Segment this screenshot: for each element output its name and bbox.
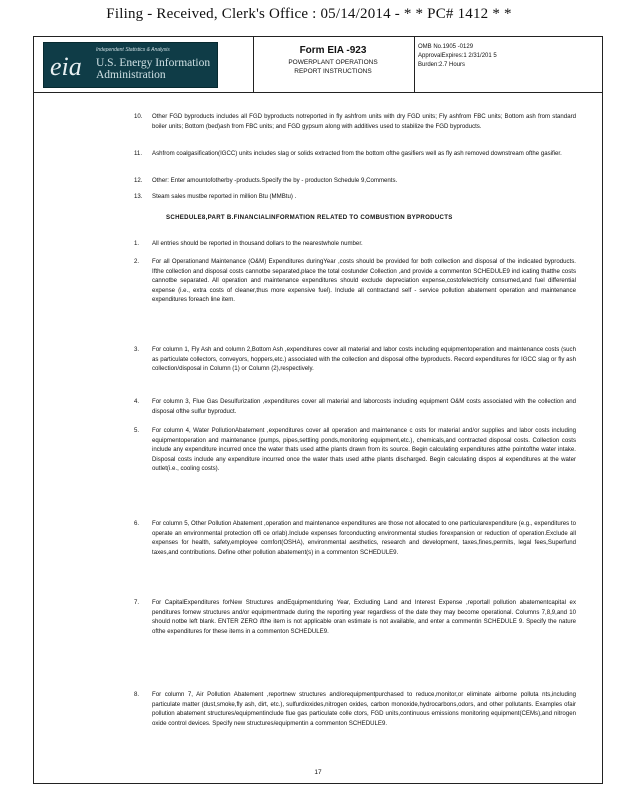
list-item: [134, 149, 576, 159]
schedule-heading: SCHEDULE8,PART B.FINANCIALINFORMATION RELATED TO COMBUSTION BYPRODUCTS: [166, 214, 453, 221]
item-text: Ashfrom coalgasification(IGCC) units includes slag or solids extracted from the bottom ofthe gasifiers well as fly ash removed downstream ofthe gasifier.: [152, 150, 562, 157]
form-subtitle-line2: REPORT INSTRUCTIONS: [294, 68, 372, 75]
eia-logo-line2: Administration: [96, 69, 166, 81]
item-number: 5.: [134, 427, 140, 434]
form-header: [34, 37, 602, 93]
list-item: [134, 598, 576, 636]
item-text: Steam sales mustbe reported in million Btu (MMBtu) .: [152, 193, 297, 200]
item-text: All entries should be reported in thousand dollars to the nearestwhole number.: [152, 240, 363, 247]
item-number: 6.: [134, 520, 140, 527]
list-item: [134, 345, 576, 374]
eia-logo-tagline: Independent Statistics & Analysis: [96, 47, 170, 53]
form-title: Form EIA -923: [299, 45, 367, 56]
document-page: [33, 36, 603, 784]
item-number: 12.: [134, 177, 143, 184]
eia-logo-name: [96, 57, 210, 81]
list-item: [134, 397, 576, 416]
item-text: For column 7, Air Pollution Abatement ,reportnew structures and/orequipmentpurchased to reduce,monitor,or eliminate airborne polluta nts,including particulate matter (dust,smoke,fly ash, dirt, etc.), sulfurdioxides,nitrogen oxides, carbon monoxide,hydrocarbons,odors, and other pollutants. Examples ofair pollution abatement structures/equipmentinclude flue gas particulate colle ctors, FGD units,continuous emissions monitoring equipment(CEMs),and nitrogen oxide control devices. Specify new structures/equipmentin a commenton SCHEDULE9.: [152, 691, 576, 727]
item-text: For CapitalExpenditures forNew Structures andEquipmentduring Year, Excluding Land and Interest Expense ,reportall pollution abatementcapital ex penditures fornew structures and/or equipmentmade during the reporting year regardless of the date they may become operational. Columns 7,8,9,and 10 should notbe left blank. ENTER ZERO ifthe item is not applicable oran estimate is not available, and enter a commentin SCHEDULE 9. Specify the nature ofthe expenditures for these items in a commenton SCHEDULE9.: [152, 599, 576, 635]
item-number: 4.: [134, 398, 140, 405]
list-item: [134, 690, 576, 728]
item-number: 10.: [134, 113, 143, 120]
item-number: 13.: [134, 193, 143, 200]
header-divider: [253, 37, 254, 92]
list-item: [134, 239, 576, 249]
item-text: For column 1, Fly Ash and column 2,Bottom Ash ,expenditures cover all material and labor costs including equipmentoperation and maintenance costs (such as particulate collectors, conveyors, hoppers,etc.) associated with the collection and disposal ofthe byproducts. Record expenditures for IGCC slag or fly ash collection/disposal in Column (1) or Column (2),respectively.: [152, 346, 576, 373]
item-text: For all Operationand Maintenance (O&M) Expenditures duringYear ,costs should be provided for both collection and disposal of the indicated byproducts. Ifthe collection and disposal costs cannotbe separated,place the total costunder Collection ,and provide a commenton SCHEDULE9 ind icating thatthe costs cannotbe separated. All operation and maintenance expenditures should exclude depreciation expense,costofelectricity consumed,and fuel differential expense (i.e., extra costs of cleaner,thus more expensive fuel). Include all contractand self - service pollution abatement operation and maintenance expenditures foreach line item.: [152, 258, 576, 304]
omb-burden: Burden:2.7 Hours: [418, 62, 466, 68]
item-text: For column 4, Water PollutionAbatement ,expenditures cover all operation and maintenance c osts for material and/or supplies and labor costs including equipmentoperation and maintenance (pumps, pipes,settling ponds,monitoring equipment,etc.), chemicals,and contracted disposal costs. Collection costs include any expenditure incurred once the water thats used atthe plants drawn from its source. Begin calculating expenditures atthe pointofthe water intake. Disposal costs include any expenditure incurred once the water thats used atthe plants discharged. Begin calculating dispos al expenditures at the water outlet(i.e., cooling costs).: [152, 427, 576, 473]
eia-logo: [43, 42, 218, 88]
item-text: For column 5, Other Pollution Abatement ,operation and maintenance expenditures are those not allocated to one particularexpenditure (e.g., expenditures to operate an environmental protection offi ce orlab).Include expenses forconducting environmental studies forexpansion or reduction of operation.Exclude all expenses for health, safety,employee comfort(OSHA), environmental aesthetics, research and development, taxes,fines,permits, legal fees,Superfund taxes,and contributions. Define other pollution abatement(s) in a commenton SCHEDULE9.: [152, 520, 576, 556]
item-number: 7.: [134, 599, 140, 606]
item-text: Other: Enter amountofotherby -products.Specify the by - producton Schedule 9,Comments.: [152, 177, 398, 184]
item-number: 11.: [134, 150, 143, 157]
item-number: 3.: [134, 346, 140, 353]
item-number: 8.: [134, 691, 140, 698]
list-item: [134, 176, 576, 186]
eia-logo-line1: U.S. Energy Information: [96, 57, 211, 69]
form-subtitle: [258, 58, 408, 76]
filing-stamp: Filing - Received, Clerk's Office : 05/14/2014 - * * PC# 1412 * *: [106, 6, 512, 22]
page-number: 17: [314, 769, 322, 776]
list-item: [134, 257, 576, 305]
omb-number: OMB No.1905 -0129: [418, 44, 474, 50]
eia-logo-mark: eia: [50, 52, 82, 81]
item-number: 2.: [134, 258, 140, 265]
form-subtitle-line1: POWERPLANT OPERATIONS: [288, 59, 378, 66]
header-divider: [414, 37, 415, 92]
omb-info: [418, 43, 598, 70]
list-item: [134, 112, 576, 131]
list-item: [134, 426, 576, 474]
list-item: [134, 192, 576, 202]
item-text: For column 3, Flue Gas Desulfurization ,expenditures cover all material and laborcosts including equipment O&M costs associated with the collection and disposal ofthe sulfur byproduct.: [152, 398, 576, 415]
list-item: [134, 519, 576, 557]
item-text: Other FGD byproducts includes all FGD byproducts notreported in fly ashfrom units with dry FGD units; Fly ashfrom FBC units; Bottom ash from standard boiler units; Bottom (bed)ash from FBC units; and FGD gypsum along with additives used to stabilize the FGD byproducts.: [152, 113, 576, 130]
omb-expiry: ApprovalExpires:1 2/31/201 5: [418, 53, 497, 59]
item-number: 1.: [134, 240, 140, 247]
